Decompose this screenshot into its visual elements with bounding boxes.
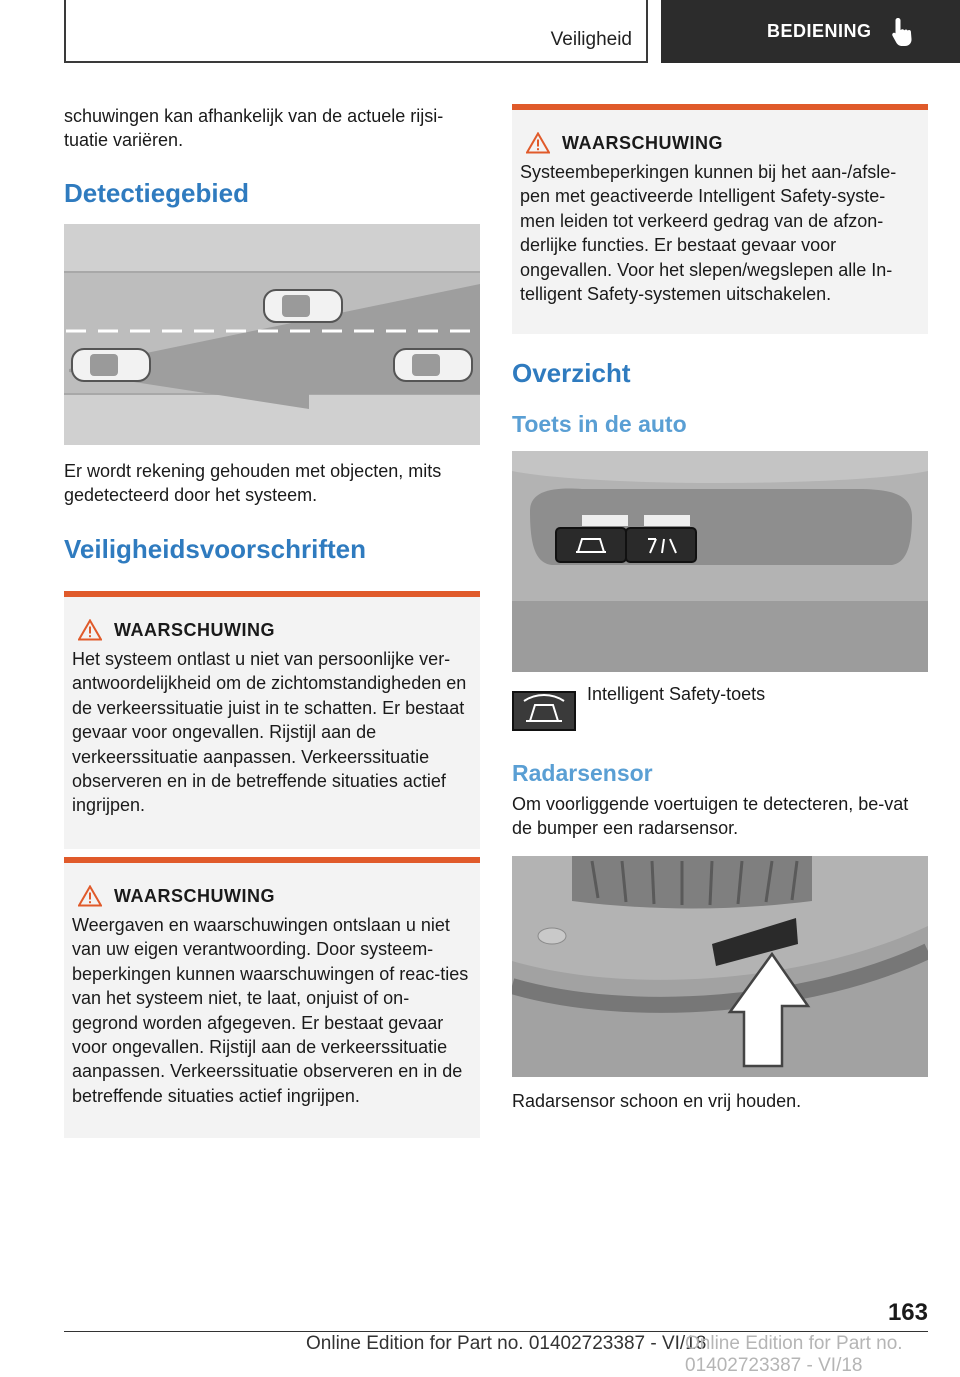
detection-area-figure xyxy=(64,224,480,445)
warning-triangle-icon xyxy=(78,619,102,641)
radar-caption: Radarsensor schoon en vrij houden. xyxy=(512,1091,802,1111)
watermark-brand: Online Edition for Part no. 01402723387 - VI/18 xyxy=(685,1333,903,1376)
warning-header xyxy=(72,619,472,641)
heading-button-in-car: Toets in de auto xyxy=(512,411,687,437)
edition-note: Online Edition for Part no. 01402723387 - VI/18 xyxy=(306,1333,707,1354)
heading-detection-area: Detectiegebied xyxy=(64,178,249,208)
warning-body: Weergaven en waarschuwingen ontslaan u niet van uw eigen verantwoording. Door systeem-beperkingen kunnen waarschuwingen of reac-ties van het systeem niet, te laat, onjuist of on-gegrond worden afgegeven. Er bestaat gevaar voor ongevallen. Rijstijl aan de verkeerssituatie aanpassen. Verkeerssituatie observeren en in de betreffende situaties actief ingrijpen. xyxy=(72,915,469,1106)
warning-box-3 xyxy=(512,104,928,334)
warning-header xyxy=(520,132,920,154)
page-number: 163 xyxy=(887,1299,928,1326)
chapter-title: BEDIENING xyxy=(767,21,872,41)
heading-overview: Overzicht xyxy=(512,358,631,388)
left-column xyxy=(64,104,480,1138)
footer-divider xyxy=(64,1331,928,1332)
chapter-tab xyxy=(661,0,960,63)
running-header xyxy=(64,0,648,63)
radar-description: Om voorliggende voertuigen te detecteren, be-vat de bumper een radarsensor. xyxy=(512,794,909,838)
warning-title: WAARSCHUWING xyxy=(562,132,723,153)
intro-paragraph: schuwingen kan afhankelijk van de actuele rijsi-tuatie variëren. xyxy=(64,106,444,150)
detection-caption: Er wordt rekening gehouden met objecten, mits gedetecteerd door het systeem. xyxy=(64,461,442,505)
right-column xyxy=(512,104,928,1113)
heading-radar-sensor: Radarsensor xyxy=(512,760,653,786)
warning-body: Het systeem ontlast u niet van persoonlijke ver-antwoordelijkheid om de zichtomstandigheden en de verkeerssituatie juist in te schatten. Er bestaat gevaar voor ongevallen. Rijstijl aan de verkeerssituatie aanpassen. Verkeerssituatie observeren en in de betreffende situaties actief ingrijpen. xyxy=(72,649,467,816)
warning-triangle-icon xyxy=(526,132,550,154)
pointing-hand-icon xyxy=(890,16,916,48)
warning-header xyxy=(72,885,472,907)
heading-safety-rules: Veiligheidsvoorschriften xyxy=(64,534,366,564)
intelligent-safety-button-icon xyxy=(512,691,576,731)
radar-sensor-figure xyxy=(512,856,928,1077)
warning-body: Systeembeperkingen kunnen bij het aan-/afsle-pen met geactiveerde Intelligent Safety-syste-men leiden tot verkeerd gedrag van de afzon-derlijke functies. Er bestaat gevaar voor ongevallen. Voor het slepen/wegslepen alle In-telligent Safety-systemen uitschakelen. xyxy=(520,162,897,305)
intelligent-safety-button-label: Intelligent Safety-toets xyxy=(587,684,766,704)
button-in-car-figure xyxy=(512,451,928,672)
warning-box-2 xyxy=(64,857,480,1138)
button-legend xyxy=(512,684,928,735)
warning-title: WAARSCHUWING xyxy=(114,885,275,906)
section-title: Veiligheid xyxy=(550,29,632,50)
warning-title: WAARSCHUWING xyxy=(114,619,275,640)
warning-triangle-icon xyxy=(78,885,102,907)
warning-box-1 xyxy=(64,591,480,849)
